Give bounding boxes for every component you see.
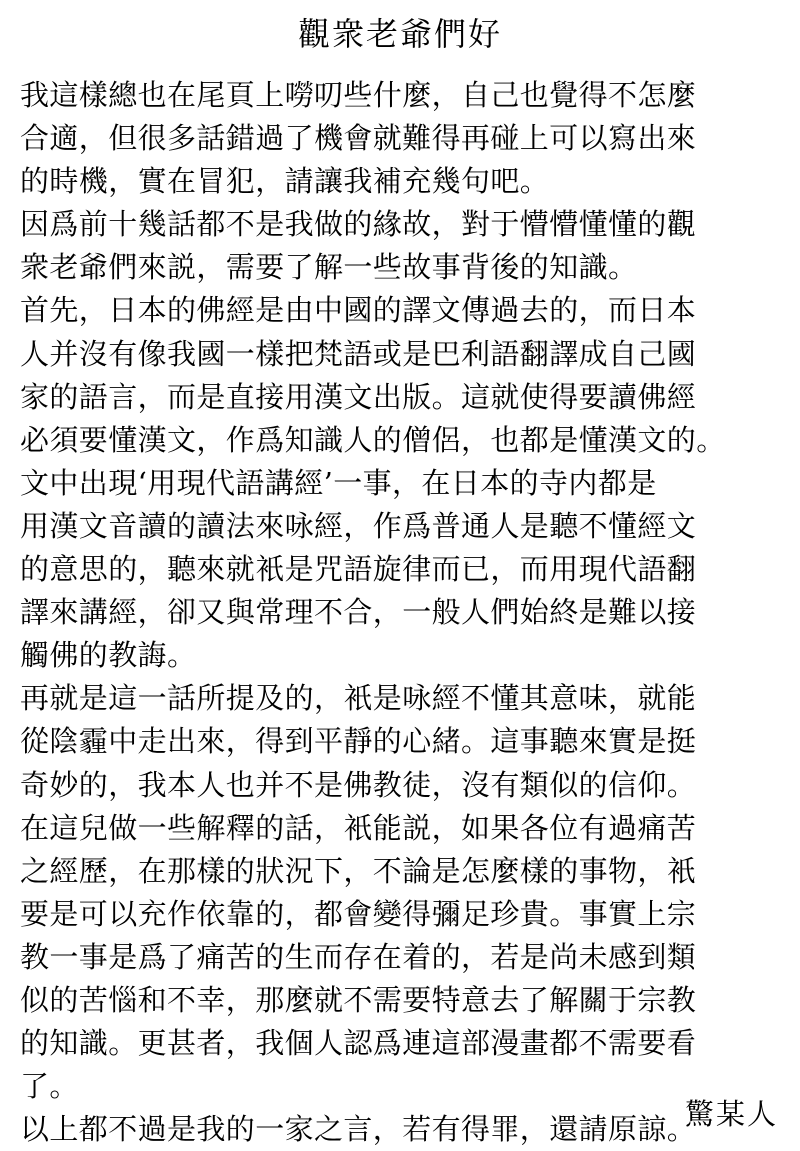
text-line: 合適，但很多話錯過了機會就難得再碰上可以寫出來: [20, 121, 697, 156]
text-line: 必須要懂漢文，作爲知識人的僧侶，也都是懂漢文的。: [20, 422, 726, 457]
text-line: 在這兒做一些解釋的話，衹能説，如果各位有過痛苦: [20, 810, 697, 845]
text-line: 用漢文音讀的讀法來咏經，作爲普通人是聽不懂經文: [20, 508, 697, 543]
text-line: 家的語言，而是直接用漢文出版。這就使得要讀佛經: [20, 379, 697, 414]
text-line: 首先，日本的佛經是由中國的譯文傳過去的，而日本: [20, 293, 697, 328]
text-line: 要是可以充作依靠的，都會變得彌足珍貴。事實上宗: [20, 896, 697, 931]
text-line: 文中出現‘用現代語講經’一事，在日本的寺内都是: [20, 465, 657, 500]
text-line: 人并沒有像我國一樣把梵語或是巴利語翻譯成自己國: [20, 336, 697, 371]
text-line: 我這樣總也在尾頁上嘮叨些什麼，自己也覺得不怎麼: [20, 78, 697, 112]
text-line: 觸佛的教誨。: [20, 638, 197, 673]
text-line: 以上都不過是我的一家之言，若有得罪，還請原諒。: [20, 1112, 697, 1147]
text-line: 的時機，實在冒犯，請讓我補充幾句吧。: [20, 164, 550, 199]
text-line: 的意思的，聽來就衹是咒語旋律而已，而用現代語翻: [20, 552, 697, 587]
signature: 驚某人: [684, 1097, 778, 1131]
text-line: 的知識。更甚者，我個人認爲連這部漫畫都不需要看: [20, 1026, 697, 1061]
text-line: 因爲前十幾話都不是我做的緣故，對于懵懵懂懂的觀: [20, 207, 697, 242]
text-line: 衆老爺們來説，需要了解一些故事背後的知識。: [20, 250, 638, 285]
text-line: 從陰霾中走出來，得到平靜的心緒。這事聽來實是挺: [20, 724, 697, 759]
text-line: 了。: [20, 1069, 79, 1104]
text-line: 再就是這一話所提及的，衹是咏經不懂其意味，就能: [20, 681, 697, 716]
text-line: 譯來講經，卻又與常理不合，一般人們始終是難以接: [20, 595, 697, 630]
text-line: 奇妙的，我本人也并不是佛教徒，沒有類似的信仰。: [20, 767, 697, 802]
text-line: 教一事是爲了痛苦的生而存在着的，若是尚未感到類: [20, 939, 697, 974]
text-line: 似的苦惱和不幸，那麼就不需要特意去了解關于宗教: [20, 982, 697, 1017]
note-body: [20, 74, 800, 1151]
text-line: 之經歷，在那樣的狀況下，不論是怎麼樣的事物，衹: [20, 853, 697, 888]
page-title: 觀衆老爺們好: [297, 15, 502, 53]
